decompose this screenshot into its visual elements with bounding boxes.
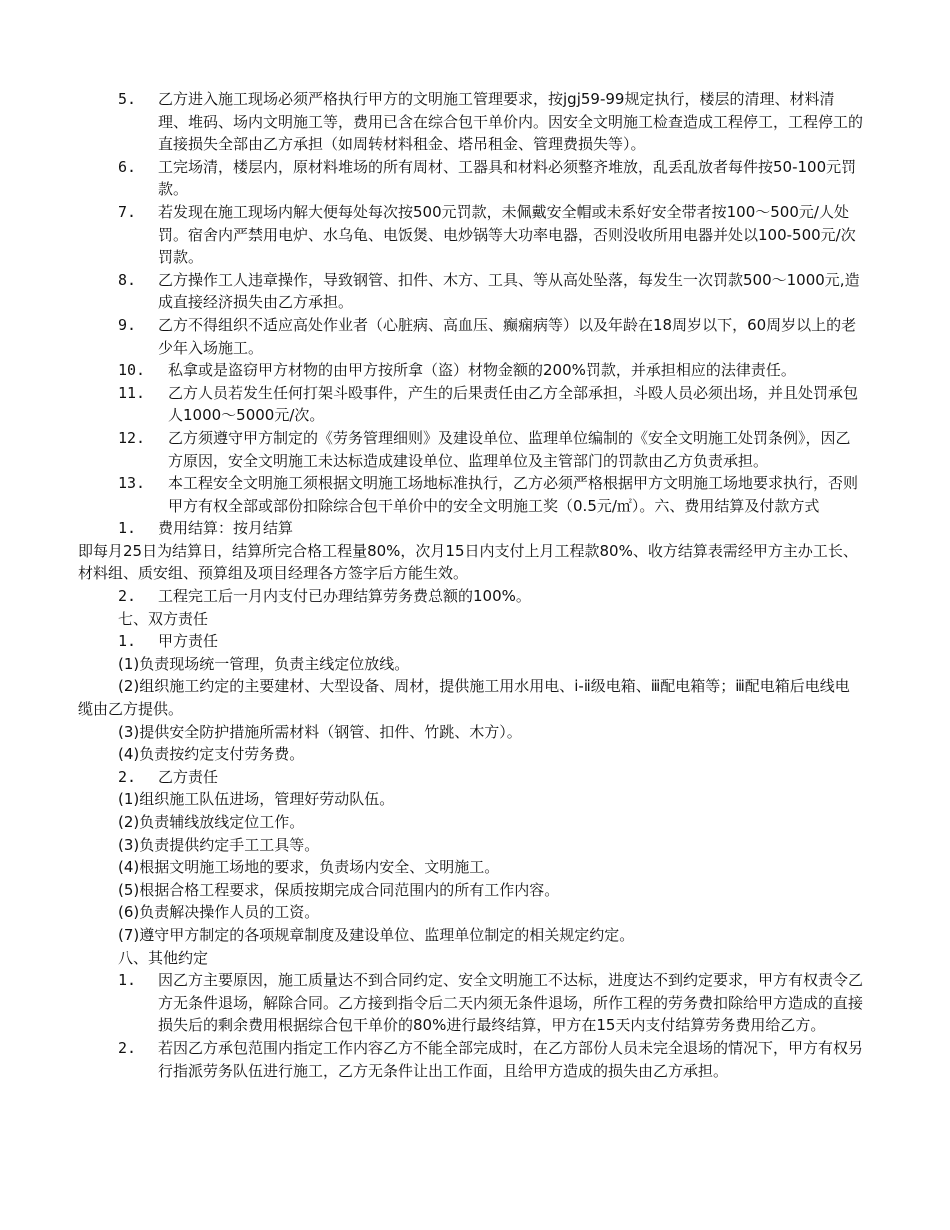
clause-text: 乙方人员若发生任何打架斗殴事件，产生的后果责任由乙方全部承担，斗殴人员必须出场，并且处罚承包人1000～5000元/次。 — [168, 383, 859, 425]
clause-number: 11. — [118, 383, 146, 402]
clause-text: 乙方操作工人违章操作，导致钢管、扣件、木方、工具、等从高处坠落，每发生一次罚款500～1000元,造成直接经济损失由乙方承担。 — [158, 270, 860, 312]
clause-number: 12. — [118, 428, 146, 447]
clause-11 — [118, 382, 863, 427]
party-b-duty-1: (1)组织施工队伍进场，管理好劳动队伍。 — [118, 790, 395, 809]
clause-5 — [118, 88, 863, 156]
clause-10 — [118, 359, 863, 382]
item-number: 2. — [118, 587, 137, 606]
party-a-heading — [118, 630, 863, 653]
party-b-duty-7: (7)遵守甲方制定的各项规章制度及建设单位、监理单位制定的相关规定约定。 — [118, 925, 635, 944]
party-b-duty-4: (4)根据文明施工场地的要求，负责场内安全、文明施工。 — [118, 858, 500, 877]
party-a-duty-3: (3)提供安全防护措施所需材料（钢管、扣件、竹跳、木方）。 — [118, 722, 522, 741]
party-b-heading — [118, 766, 863, 789]
settlement-item-2 — [118, 585, 863, 608]
settlement-paragraph: 即每月25日为结算日，结算所完合格工程量80%，次月15日内支付上月工程款80%、收方结算表需经甲方主办工长、材料组、质安组、预算组及项目经理各方签字后方能生效。 — [78, 541, 858, 583]
clause-text: 若因乙方承包范围内指定工作内容乙方不能全部完成时，在乙方部份人员未完全退场的情况下，甲方有权另行指派劳务队伍进行施工，乙方无条件让出工作面，且给甲方造成的损失由乙方承担。 — [158, 1038, 864, 1080]
clause-8 — [118, 269, 863, 314]
heading-text: 甲方责任 — [158, 632, 219, 651]
clause-text: 乙方进入施工现场必须严格执行甲方的文明施工管理要求，按jgj59-99规定执行，楼层的清理、材料清理、堆码、场内文明施工等，费用已含在综合包干单价内。因安全文明施工检查造成工程停工，工程停工的直接损失全部由乙方承担（如周转材料租金、塔吊租金、管理费损失等）。 — [158, 90, 864, 154]
section-7-title: 七、双方责任 — [118, 609, 209, 628]
clause-text: 若发现在施工现场内解大便每处每次按500元罚款，未佩戴安全帽或未系好安全带者按100～500元/人处罚。宿舍内严禁用电炉、水乌龟、电饭煲、电炒锅等大功率电器，否则没收所用电器并处以100-500元/次罚款。 — [158, 202, 856, 267]
clause-13 — [118, 472, 863, 517]
clause-number: 6. — [118, 157, 137, 176]
clause-number: 1. — [118, 971, 137, 990]
item-text: 费用结算：按月结算 — [158, 519, 294, 538]
party-b-duty-6: (6)负责解决操作人员的工资。 — [118, 903, 320, 922]
item-number: 1. — [118, 519, 137, 538]
clause-text: 因乙方主要原因，施工质量达不到合同约定、安全文明施工不达标，进度达不到约定要求，甲方有权责令乙方无条件退场，解除合同。乙方接到指令后二天内须无条件退场，所作工程的劳务费扣除给甲方造成的直接损失后的剩余费用根据综合包干单价的80%进行最终结算，甲方在15天内支付结算劳务费用给乙方。 — [158, 971, 864, 1035]
party-a-duty-2: (2)组织施工约定的主要建材、大型设备、周材，提供施工用水用电、ⅰ-ⅱ级电箱、ⅲ配电箱等；ⅲ配电箱后电线电缆由乙方提供。 — [78, 677, 850, 719]
item-number: 1. — [118, 632, 137, 651]
other-clause-1 — [118, 969, 863, 1037]
document-body — [78, 88, 864, 1082]
clause-number: 5. — [118, 90, 137, 108]
clause-number: 2. — [118, 1038, 137, 1057]
clause-text: 乙方须遵守甲方制定的《劳务管理细则》及建设单位、监理单位编制的《安全文明施工处罚条例》，因乙方原因，安全文明施工未达标造成建设单位、监理单位及主管部门的罚款由乙方负责承担。 — [168, 428, 851, 470]
clause-12 — [118, 427, 863, 472]
party-b-duty-5: (5)根据合格工程要求，保质按期完成合同范围内的所有工作内容。 — [118, 880, 560, 899]
clause-text: 本工程安全文明施工须根据文明施工场地标准执行，乙方必须严格根据甲方文明施工场地要求执行，否则甲方有权全部或部份扣除综合包干单价中的安全文明施工奖（0.5元/㎡）。六、费用结算及付款方式 — [168, 474, 859, 515]
party-b-duty-2: (2)负责辅线放线定位工作。 — [118, 813, 305, 831]
clause-number: 13. — [118, 474, 146, 493]
clause-9 — [118, 314, 863, 359]
clause-text: 乙方不得组织不适应高处作业者（心脏病、高血压、癫痫病等）以及年龄在18周岁以下，60周岁以上的老少年入场施工。 — [158, 315, 857, 357]
clause-text: 工完场清，楼层内，原材料堆场的所有周材、工器具和材料必须整齐堆放，乱丢乱放者每件按50-100元罚款。 — [158, 157, 857, 199]
clause-text: 私拿或是盗窃甲方材物的由甲方按所拿（盗）材物金额的200%罚款，并承担相应的法律责任。 — [168, 361, 796, 380]
heading-text: 乙方责任 — [158, 767, 219, 786]
item-text: 工程完工后一月内支付已办理结算劳务费总额的100%。 — [158, 587, 531, 606]
other-clause-2 — [118, 1037, 863, 1082]
settlement-item-1 — [118, 517, 863, 540]
section-8-title: 八、其他约定 — [118, 948, 209, 967]
party-b-duty-3: (3)负责提供约定手工工具等。 — [118, 835, 320, 854]
clause-6 — [118, 156, 863, 201]
clause-number: 10. — [118, 361, 146, 380]
clause-number: 9. — [118, 315, 137, 334]
clause-7 — [118, 201, 863, 269]
clause-number: 8. — [118, 270, 137, 289]
party-a-duty-4: (4)负责按约定支付劳务费。 — [118, 745, 305, 764]
item-number: 2. — [118, 767, 137, 786]
clause-number: 7. — [118, 202, 137, 221]
party-a-duty-1: (1)负责现场统一管理，负责主线定位放线。 — [118, 654, 410, 673]
